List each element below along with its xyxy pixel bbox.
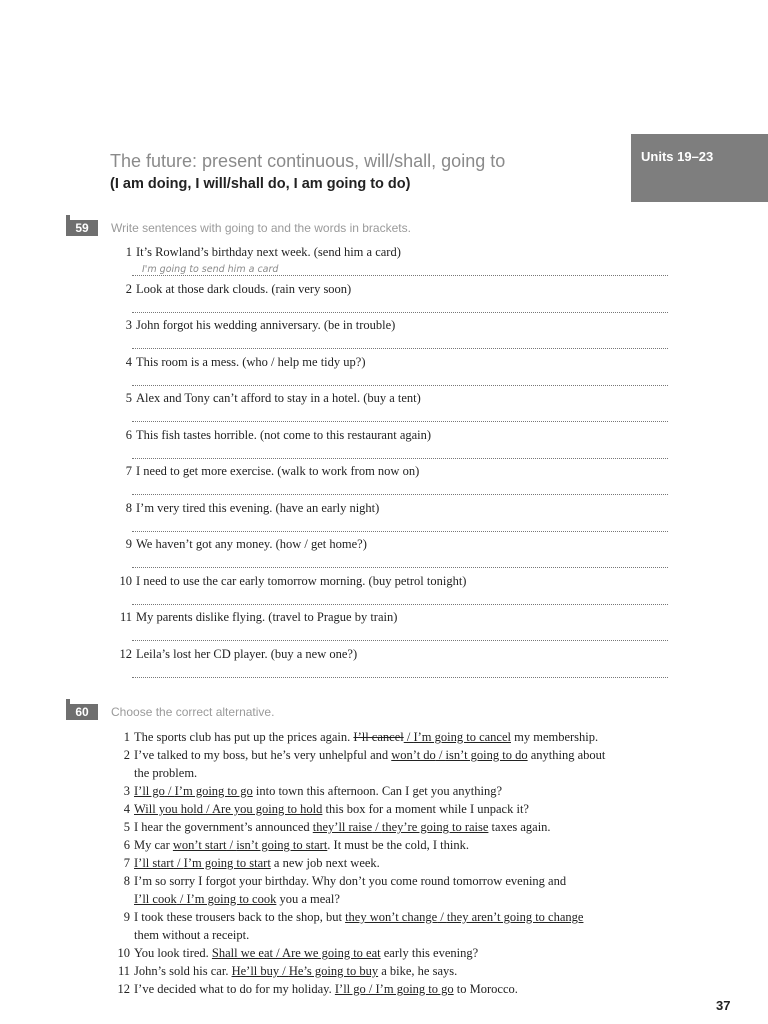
question-text: This fish tastes horrible. (not come to this restaurant again) — [136, 427, 432, 442]
question-text: This room is a mess. (who / help me tidy up?) — [136, 354, 366, 369]
item-number: 5 — [123, 820, 130, 834]
item-text: this box for a moment while I unpack it? — [322, 802, 529, 816]
option-separator: / — [164, 784, 175, 798]
answer-line[interactable] — [132, 604, 668, 605]
units-tab — [631, 134, 768, 202]
question-item — [110, 610, 580, 625]
question-item — [110, 355, 580, 370]
option-2[interactable]: Are we going to eat — [282, 946, 381, 960]
item-continuation: them without a receipt. — [134, 928, 250, 942]
answer-line[interactable] — [132, 275, 668, 276]
option-1[interactable]: I’ll cook — [134, 892, 177, 906]
question-number: 11 — [119, 610, 132, 624]
option-2[interactable]: Are you going to hold — [212, 802, 323, 816]
option-1[interactable]: I’ll go — [334, 982, 366, 996]
option-1[interactable]: I’ll cancel — [353, 730, 404, 744]
item-number: 7 — [123, 856, 130, 870]
question-text: John forgot his wedding anniversary. (be in trouble) — [136, 318, 396, 332]
answer-line[interactable] — [132, 567, 668, 568]
item-text: John’s sold his car. — [134, 964, 232, 978]
exercise-number-60: 60 — [66, 704, 98, 720]
item-text: to Morocco. — [453, 982, 518, 996]
choice-item — [110, 944, 680, 962]
option-1[interactable]: I’ll start — [134, 856, 174, 870]
option-1[interactable]: won’t start — [172, 838, 227, 852]
question-item — [110, 464, 580, 479]
option-2[interactable]: I’m going to go — [375, 982, 454, 996]
item-number: 12 — [117, 982, 130, 996]
question-number: 12 — [119, 646, 132, 661]
option-separator: / — [437, 910, 447, 924]
option-1[interactable]: He’ll buy — [231, 964, 280, 978]
exercise-60-instruction: Choose the correct alternative. — [111, 705, 275, 719]
option-1[interactable]: won’t do — [391, 748, 436, 762]
choice-item — [110, 836, 680, 854]
option-separator: / — [365, 982, 376, 996]
option-separator: / — [176, 892, 187, 906]
answer-line[interactable] — [132, 458, 668, 459]
option-2[interactable]: isn’t going to do — [445, 748, 528, 762]
item-text: I’ve talked to my boss, but he’s very unhelpful and — [134, 748, 392, 762]
answer-line[interactable] — [132, 385, 668, 386]
option-2[interactable]: I’m going to cook — [186, 892, 277, 906]
choice-item — [110, 854, 680, 872]
question-text: Leila’s lost her CD player. (buy a new one?) — [136, 646, 358, 661]
choice-item — [110, 800, 680, 818]
choice-item — [110, 818, 680, 836]
item-continuation — [110, 890, 680, 908]
option-1[interactable]: they’ll raise — [312, 820, 373, 834]
option-separator: / — [226, 838, 237, 852]
item-text: into town this afternoon. Can I get you anything? — [252, 784, 503, 798]
choice-item — [110, 746, 680, 782]
page-number: 37 — [716, 998, 731, 1013]
item-text: I’m so sorry I forgot your birthday. Why don’t you come round tomorrow evening and — [134, 874, 567, 888]
option-separator: / — [202, 802, 212, 816]
choice-item — [110, 872, 680, 908]
option-separator: / — [279, 964, 289, 978]
option-2[interactable]: I’m going to start — [183, 856, 271, 870]
option-1[interactable]: Shall we eat — [211, 946, 273, 960]
question-text: I need to use the car early tomorrow morning. (buy petrol tonight) — [136, 573, 467, 588]
question-number: 4 — [125, 354, 132, 369]
choice-item — [110, 980, 680, 998]
units-label: Units 19–23 — [641, 149, 714, 164]
choice-item — [110, 962, 680, 980]
question-item — [110, 318, 580, 333]
item-number: 2 — [123, 748, 130, 762]
option-2[interactable]: they aren’t going to change — [446, 910, 584, 924]
option-1[interactable]: they won’t change — [345, 910, 438, 924]
question-number: 7 — [125, 464, 132, 478]
item-text: I’ve decided what to do for my holiday. — [134, 982, 335, 996]
item-text: a new job next week. — [270, 856, 380, 870]
option-separator: / — [273, 946, 283, 960]
option-2[interactable]: I’m going to cancel — [413, 730, 511, 744]
question-item — [110, 282, 580, 297]
item-text: You look tired. — [134, 946, 212, 960]
question-text: Alex and Tony can’t afford to stay in a hotel. (buy a tent) — [136, 391, 421, 405]
item-number: 8 — [123, 874, 130, 888]
question-item — [110, 245, 580, 260]
item-number: 1 — [123, 730, 130, 744]
answer-line[interactable] — [132, 677, 668, 678]
item-number: 4 — [123, 802, 130, 816]
answer-line[interactable] — [132, 640, 668, 641]
option-1[interactable]: Will you hold — [134, 802, 203, 816]
option-separator: / — [372, 820, 382, 834]
item-text: My car — [134, 838, 173, 852]
item-number: 6 — [123, 838, 130, 852]
choice-item — [110, 908, 680, 944]
question-number: 9 — [125, 537, 132, 551]
item-number: 10 — [117, 946, 130, 960]
answer-line[interactable] — [132, 348, 668, 349]
item-text: anything about — [527, 748, 606, 762]
question-number: 3 — [125, 318, 132, 332]
question-item — [110, 647, 580, 662]
example-answer: I'm going to send him a card — [142, 264, 279, 275]
question-number: 6 — [125, 427, 132, 442]
option-2[interactable]: He’s going to buy — [288, 964, 379, 978]
item-number: 9 — [123, 910, 130, 924]
item-text: a bike, he says. — [378, 964, 458, 978]
question-item — [110, 574, 580, 589]
page-title: The future: present continuous, will/shall, going to — [110, 151, 506, 171]
question-number: 10 — [119, 573, 132, 588]
option-1[interactable]: I’ll go — [134, 784, 165, 798]
question-item — [110, 537, 580, 552]
question-number: 2 — [125, 281, 132, 296]
item-text: The sports club has put up the prices again. — [134, 730, 354, 744]
exercise-59-instruction: Write sentences with going to and the words in brackets. — [111, 221, 411, 235]
question-item — [110, 428, 580, 443]
item-number: 11 — [117, 964, 130, 978]
choice-item — [110, 728, 680, 746]
item-text: early this evening? — [380, 946, 479, 960]
option-2[interactable]: they’re going to raise — [381, 820, 489, 834]
page-subtitle: (I am doing, I will/shall do, I am going to do) — [110, 176, 411, 192]
item-number: 3 — [123, 784, 130, 798]
question-text: We haven’t got any money. (how / get home?) — [136, 537, 367, 551]
answer-line[interactable] — [132, 312, 668, 313]
question-number: 1 — [125, 245, 132, 259]
item-continuation: the problem. — [134, 766, 198, 780]
question-text: I need to get more exercise. (walk to work from now on) — [136, 464, 420, 478]
option-separator: / — [173, 856, 184, 870]
question-number: 5 — [125, 391, 132, 405]
question-text: My parents dislike flying. (travel to Prague by train) — [136, 610, 398, 624]
answer-line[interactable] — [132, 494, 668, 495]
item-text: taxes again. — [488, 820, 551, 834]
item-text: I hear the government’s announced — [134, 820, 313, 834]
question-text: Look at those dark clouds. (rain very soon) — [136, 281, 352, 296]
option-2[interactable]: isn’t going to start — [236, 838, 328, 852]
option-separator: / — [435, 748, 446, 762]
question-item — [110, 501, 580, 516]
option-separator: / — [403, 730, 414, 744]
question-number: 8 — [125, 500, 132, 515]
option-2[interactable]: I’m going to go — [174, 784, 253, 798]
exercise-number-59: 59 — [66, 220, 98, 236]
question-item — [110, 391, 580, 406]
item-text: my membership. — [511, 730, 599, 744]
answer-line[interactable] — [132, 421, 668, 422]
question-text: I’m very tired this evening. (have an early night) — [136, 500, 380, 515]
choice-item — [110, 782, 680, 800]
item-text: I took these trousers back to the shop, but — [134, 910, 346, 924]
question-text: It’s Rowland’s birthday next week. (send him a card) — [136, 245, 401, 259]
item-text: you a meal? — [276, 892, 340, 906]
item-text: . It must be the cold, I think. — [327, 838, 469, 852]
answer-line[interactable] — [132, 531, 668, 532]
